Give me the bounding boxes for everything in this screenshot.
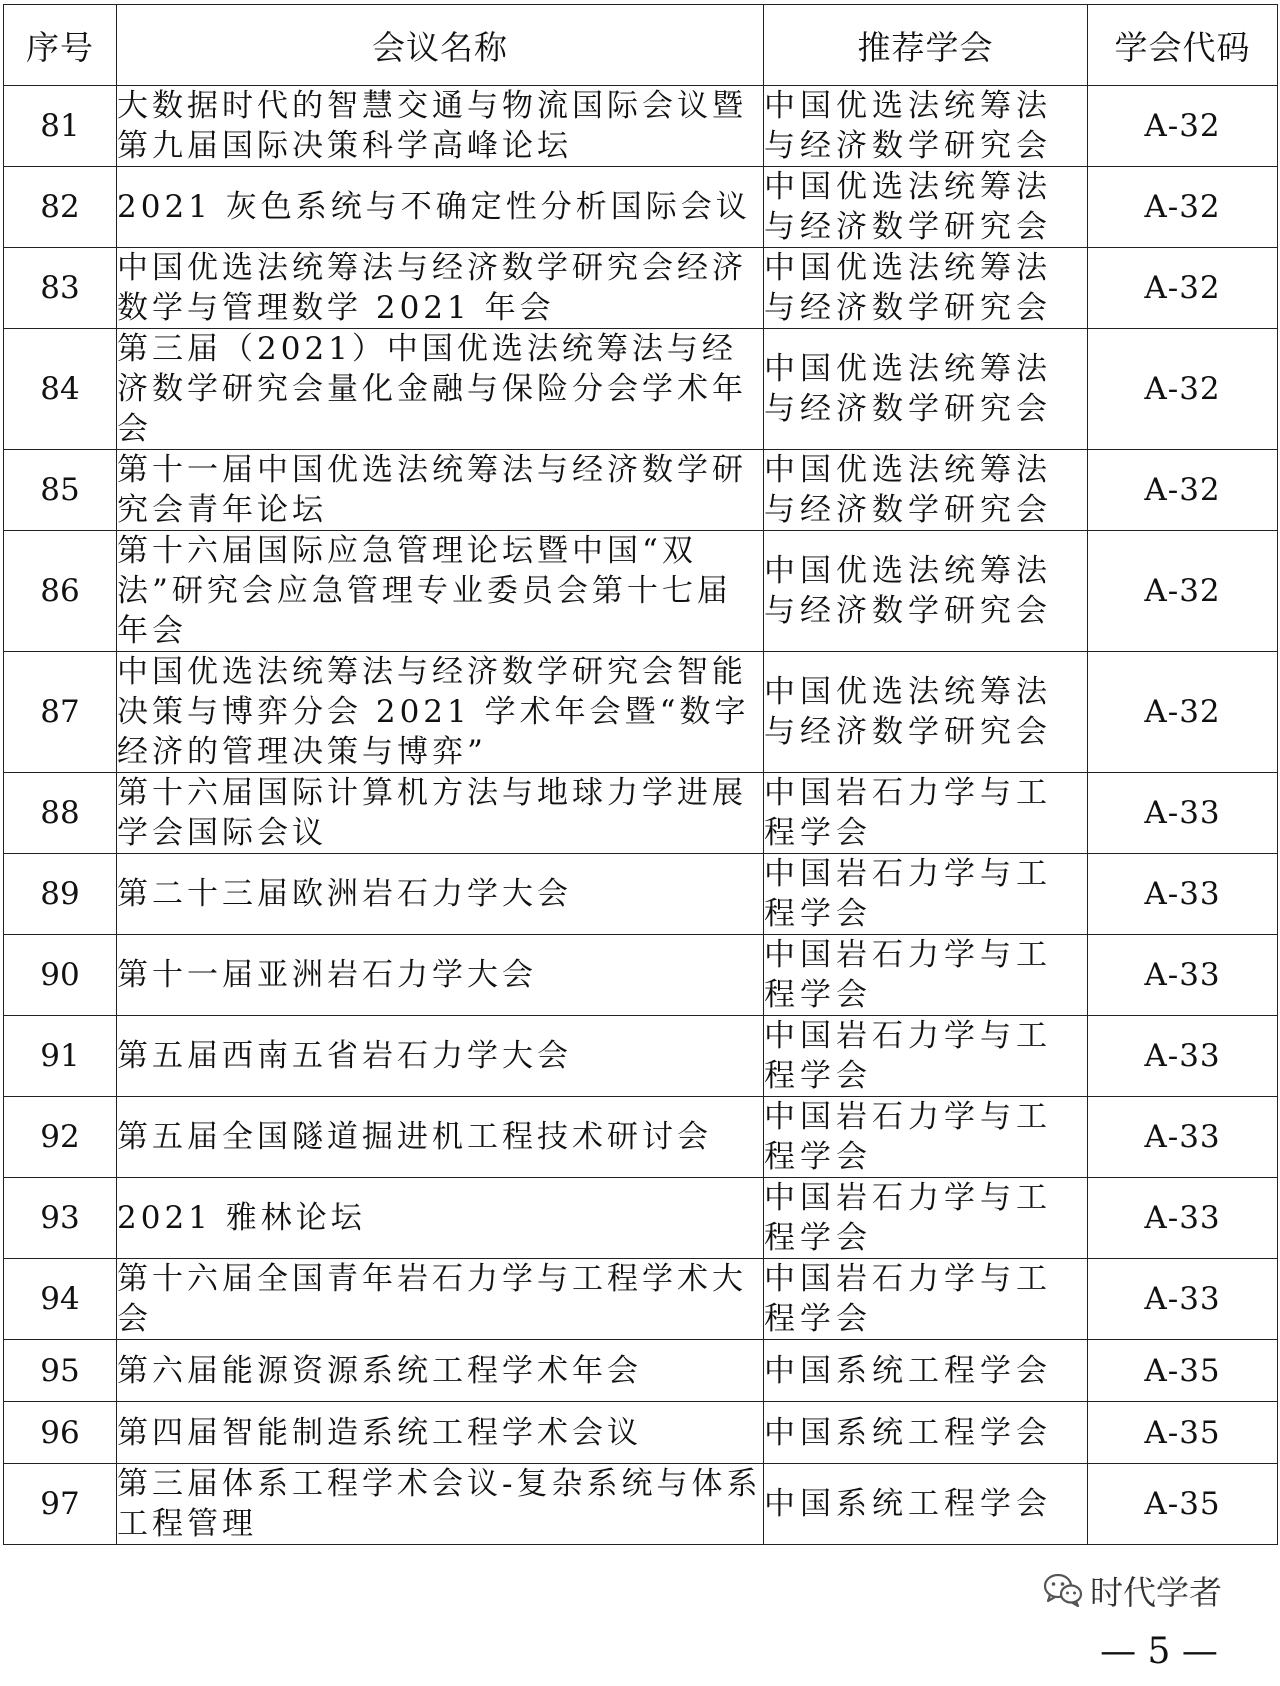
row-recommending-society: 中国系统工程学会 bbox=[764, 1402, 1088, 1464]
row-seq: 93 bbox=[4, 1178, 117, 1259]
row-seq: 87 bbox=[4, 652, 117, 773]
row-seq: 81 bbox=[4, 86, 117, 167]
row-society-code: A-32 bbox=[1088, 329, 1278, 450]
table-row bbox=[4, 86, 1278, 167]
row-conference-name: 2021 灰色系统与不确定性分析国际会议 bbox=[117, 167, 764, 248]
table-row bbox=[4, 248, 1278, 329]
row-recommending-society: 中国岩石力学与工程学会 bbox=[764, 1259, 1088, 1340]
row-recommending-society: 中国系统工程学会 bbox=[764, 1464, 1088, 1545]
table-row bbox=[4, 854, 1278, 935]
header-seq: 序号 bbox=[4, 5, 117, 86]
row-recommending-society: 中国岩石力学与工程学会 bbox=[764, 1097, 1088, 1178]
row-society-code: A-32 bbox=[1088, 86, 1278, 167]
row-seq: 82 bbox=[4, 167, 117, 248]
row-society-code: A-32 bbox=[1088, 531, 1278, 652]
row-conference-name: 第三届（2021）中国优选法统筹法与经济数学研究会量化金融与保险分会学术年会 bbox=[117, 329, 764, 450]
row-society-code: A-35 bbox=[1088, 1402, 1278, 1464]
table-row bbox=[4, 1464, 1278, 1545]
row-society-code: A-33 bbox=[1088, 1178, 1278, 1259]
wechat-icon bbox=[1042, 1572, 1084, 1608]
table-row bbox=[4, 1178, 1278, 1259]
row-conference-name: 第十一届亚洲岩石力学大会 bbox=[117, 935, 764, 1016]
row-conference-name: 2021 雅林论坛 bbox=[117, 1178, 764, 1259]
row-seq: 88 bbox=[4, 773, 117, 854]
table-row bbox=[4, 167, 1278, 248]
row-conference-name: 第四届智能制造系统工程学术会议 bbox=[117, 1402, 764, 1464]
row-society-code: A-35 bbox=[1088, 1340, 1278, 1402]
table-row bbox=[4, 450, 1278, 531]
header-conference-name: 会议名称 bbox=[117, 5, 764, 86]
row-society-code: A-32 bbox=[1088, 450, 1278, 531]
row-society-code: A-33 bbox=[1088, 1097, 1278, 1178]
table-row bbox=[4, 1402, 1278, 1464]
row-society-code: A-32 bbox=[1088, 167, 1278, 248]
table-row bbox=[4, 652, 1278, 773]
table-row bbox=[4, 1016, 1278, 1097]
row-society-code: A-33 bbox=[1088, 935, 1278, 1016]
row-seq: 85 bbox=[4, 450, 117, 531]
row-recommending-society: 中国优选法统筹法与经济数学研究会 bbox=[764, 652, 1088, 773]
row-recommending-society: 中国系统工程学会 bbox=[764, 1340, 1088, 1402]
page-number: — 5 — bbox=[1100, 1631, 1218, 1672]
row-society-code: A-32 bbox=[1088, 248, 1278, 329]
conference-table bbox=[3, 4, 1278, 1545]
row-conference-name: 第五届全国隧道掘进机工程技术研讨会 bbox=[117, 1097, 764, 1178]
row-society-code: A-33 bbox=[1088, 1016, 1278, 1097]
row-seq: 89 bbox=[4, 854, 117, 935]
row-recommending-society: 中国岩石力学与工程学会 bbox=[764, 935, 1088, 1016]
header-society-code: 学会代码 bbox=[1088, 5, 1278, 86]
row-seq: 92 bbox=[4, 1097, 117, 1178]
watermark bbox=[1042, 1568, 1222, 1612]
table-body bbox=[4, 86, 1278, 1545]
row-conference-name: 第二十三届欧洲岩石力学大会 bbox=[117, 854, 764, 935]
row-seq: 84 bbox=[4, 329, 117, 450]
table-row bbox=[4, 935, 1278, 1016]
row-society-code: A-33 bbox=[1088, 1259, 1278, 1340]
row-recommending-society: 中国岩石力学与工程学会 bbox=[764, 1178, 1088, 1259]
row-recommending-society: 中国优选法统筹法与经济数学研究会 bbox=[764, 86, 1088, 167]
row-society-code: A-32 bbox=[1088, 652, 1278, 773]
header-recommending-society: 推荐学会 bbox=[764, 5, 1088, 86]
row-recommending-society: 中国优选法统筹法与经济数学研究会 bbox=[764, 329, 1088, 450]
table-row bbox=[4, 1340, 1278, 1402]
row-conference-name: 中国优选法统筹法与经济数学研究会智能决策与博弈分会 2021 学术年会暨“数字经济的管理决策与博弈” bbox=[117, 652, 764, 773]
row-seq: 94 bbox=[4, 1259, 117, 1340]
row-conference-name: 中国优选法统筹法与经济数学研究会经济数学与管理数学 2021 年会 bbox=[117, 248, 764, 329]
table-row bbox=[4, 329, 1278, 450]
row-conference-name: 第五届西南五省岩石力学大会 bbox=[117, 1016, 764, 1097]
row-recommending-society: 中国岩石力学与工程学会 bbox=[764, 773, 1088, 854]
row-recommending-society: 中国优选法统筹法与经济数学研究会 bbox=[764, 248, 1088, 329]
row-seq: 95 bbox=[4, 1340, 117, 1402]
row-recommending-society: 中国优选法统筹法与经济数学研究会 bbox=[764, 450, 1088, 531]
row-conference-name: 第六届能源资源系统工程学术年会 bbox=[117, 1340, 764, 1402]
table-header-row bbox=[4, 5, 1278, 86]
row-recommending-society: 中国优选法统筹法与经济数学研究会 bbox=[764, 531, 1088, 652]
row-conference-name: 大数据时代的智慧交通与物流国际会议暨第九届国际决策科学高峰论坛 bbox=[117, 86, 764, 167]
row-conference-name: 第十六届全国青年岩石力学与工程学术大会 bbox=[117, 1259, 764, 1340]
table-row bbox=[4, 531, 1278, 652]
table-row bbox=[4, 1259, 1278, 1340]
row-society-code: A-35 bbox=[1088, 1464, 1278, 1545]
row-society-code: A-33 bbox=[1088, 854, 1278, 935]
row-seq: 86 bbox=[4, 531, 117, 652]
row-seq: 96 bbox=[4, 1402, 117, 1464]
table-row bbox=[4, 773, 1278, 854]
row-seq: 97 bbox=[4, 1464, 117, 1545]
row-seq: 83 bbox=[4, 248, 117, 329]
row-recommending-society: 中国岩石力学与工程学会 bbox=[764, 854, 1088, 935]
row-conference-name: 第十六届国际计算机方法与地球力学进展学会国际会议 bbox=[117, 773, 764, 854]
table-row bbox=[4, 1097, 1278, 1178]
row-seq: 91 bbox=[4, 1016, 117, 1097]
row-society-code: A-33 bbox=[1088, 773, 1278, 854]
row-recommending-society: 中国优选法统筹法与经济数学研究会 bbox=[764, 167, 1088, 248]
row-recommending-society: 中国岩石力学与工程学会 bbox=[764, 1016, 1088, 1097]
row-conference-name: 第十一届中国优选法统筹法与经济数学研究会青年论坛 bbox=[117, 450, 764, 531]
row-conference-name: 第十六届国际应急管理论坛暨中国“双法”研究会应急管理专业委员会第十七届年会 bbox=[117, 531, 764, 652]
row-conference-name: 第三届体系工程学术会议-复杂系统与体系工程管理 bbox=[117, 1464, 764, 1545]
watermark-text: 时代学者 bbox=[1090, 1572, 1222, 1612]
row-seq: 90 bbox=[4, 935, 117, 1016]
